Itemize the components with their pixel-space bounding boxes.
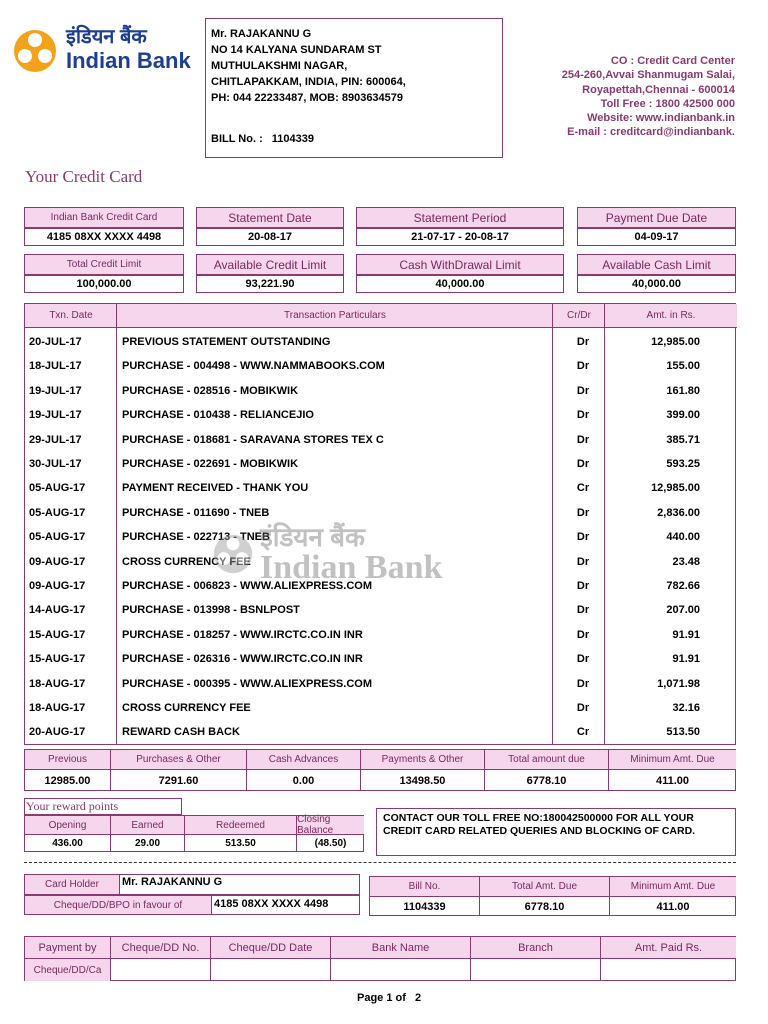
slip-bill-value: 1104339 xyxy=(370,897,480,916)
transaction-row xyxy=(25,599,737,623)
transaction-row xyxy=(25,453,737,477)
payment-due-date-label: Payment Due Date xyxy=(577,207,736,228)
payment-header: Amt. Paid Rs. xyxy=(601,937,736,959)
section-title: Your Credit Card xyxy=(25,167,143,186)
txn-amount: 155.00 xyxy=(666,360,700,373)
transaction-row xyxy=(25,551,737,575)
transaction-row xyxy=(25,648,737,672)
summary-previous-value: 12985.00 xyxy=(25,770,111,791)
slip-bill-label: Bill No. xyxy=(370,877,480,897)
txn-date: 20-AUG-17 xyxy=(29,726,86,739)
bank-name: Indian Bank xyxy=(66,48,191,73)
txn-crdr: Dr xyxy=(576,336,590,348)
txn-amount: 91.91 xyxy=(672,653,700,666)
card-number-label: Indian Bank Credit Card xyxy=(24,207,184,228)
txn-crdr: Dr xyxy=(576,384,590,397)
txn-crdr: Dr xyxy=(576,555,590,568)
summary-header: Minimum Amt. Due xyxy=(609,750,736,770)
txn-date: 09-AUG-17 xyxy=(29,555,86,568)
co-line: 254-260,Avvai Shanmugam Salai, xyxy=(561,69,735,82)
txn-particulars: PURCHASE - 013998 - BSNLPOST xyxy=(122,604,300,617)
branch-field[interactable] xyxy=(471,959,601,981)
customer-name: Mr. RAJAKANNU G xyxy=(211,28,312,40)
txn-amount: 385.71 xyxy=(666,433,700,446)
txn-date: 19-JUL-17 xyxy=(29,409,82,422)
available-cash-limit-label: Available Cash Limit xyxy=(577,254,736,275)
co-email: E-mail : creditcard@indianbank. xyxy=(567,126,735,139)
txn-date: 05-AUG-17 xyxy=(29,506,86,519)
txn-particulars: PURCHASE - 018681 - SARAVANA STORES TEX C xyxy=(122,433,384,446)
reward-header: Redeemed xyxy=(185,816,297,835)
txn-date: 18-JUL-17 xyxy=(29,360,82,373)
summary-header: Payments & Other xyxy=(361,750,485,770)
summary-header: Total amount due xyxy=(485,750,609,770)
payment-header: Bank Name xyxy=(331,937,471,959)
payment-due-date-value: 04-09-17 xyxy=(577,228,736,246)
transaction-row xyxy=(25,526,737,550)
summary-total-due-value: 6778.10 xyxy=(485,770,609,791)
cheque-number-field[interactable] xyxy=(111,959,211,981)
txn-crdr: Dr xyxy=(576,628,590,641)
statement-date-label: Statement Date xyxy=(196,207,344,228)
transaction-row xyxy=(25,673,737,697)
cash-withdrawal-limit-label: Cash WithDrawal Limit xyxy=(356,254,564,275)
txn-date: 05-AUG-17 xyxy=(29,482,86,495)
payment-header: Payment by xyxy=(25,937,111,959)
transaction-row xyxy=(25,697,737,721)
transaction-row xyxy=(25,502,737,526)
txn-amount: 2,836.00 xyxy=(657,506,700,519)
address-line: CHITLAPAKKAM, INDIA, PIN: 600064, xyxy=(211,76,406,88)
transaction-row xyxy=(25,575,737,599)
txn-amount: 161.80 xyxy=(666,384,700,397)
txn-date: 18-AUG-17 xyxy=(29,677,86,690)
txn-amount: 23.48 xyxy=(672,555,700,568)
txn-particulars: PURCHASE - 010438 - RELIANCEJIO xyxy=(122,409,314,422)
txn-crdr: Dr xyxy=(576,702,590,714)
txn-particulars: PURCHASE - 000395 - WWW.ALIEXPRESS.COM xyxy=(122,677,372,690)
summary-cash-advances-value: 0.00 xyxy=(247,770,361,791)
summary-purchases-value: 7291.60 xyxy=(111,770,247,791)
bank-logo xyxy=(12,26,192,76)
bill-number xyxy=(211,131,497,147)
reward-header: Closing Balance xyxy=(297,816,364,835)
txn-particulars: PURCHASE - 004498 - WWW.NAMMABOOKS.COM xyxy=(122,360,385,373)
summary-header: Purchases & Other xyxy=(111,750,247,770)
co-website: Website: www.indianbank.in xyxy=(587,112,735,125)
txn-date: 19-JUL-17 xyxy=(29,384,82,397)
txn-date: 15-AUG-17 xyxy=(29,653,86,666)
txn-particulars: PURCHASE - 026316 - WWW.IRCTC.CO.IN INR xyxy=(122,653,363,666)
txn-amount: 1,071.98 xyxy=(657,677,700,690)
txn-crdr: Dr xyxy=(576,677,590,690)
txn-crdr: Dr xyxy=(576,409,590,422)
contact-line: PH: 044 22233487, MOB: 8903634579 xyxy=(211,92,404,104)
summary-payments-value: 13498.50 xyxy=(361,770,485,791)
slip-summary xyxy=(369,876,736,916)
txn-amount: 440.00 xyxy=(666,531,700,544)
available-credit-limit-value: 93,221.90 xyxy=(196,275,344,293)
slip-minimum-value: 411.00 xyxy=(656,900,690,913)
txn-particulars: REWARD CASH BACK xyxy=(122,726,240,739)
customer-address-box xyxy=(205,18,503,158)
txn-crdr: Dr xyxy=(576,433,590,446)
txn-crdr: Dr xyxy=(576,604,590,617)
txn-particulars: PAYMENT RECEIVED - THANK YOU xyxy=(122,482,309,495)
reward-points-title: Your reward points xyxy=(24,798,182,815)
reward-redeemed-value: 513.50 xyxy=(185,835,297,852)
card-holder-value: Mr. RAJAKANNU G xyxy=(120,874,360,895)
txn-date: 09-AUG-17 xyxy=(29,580,86,592)
cheque-favour-value: 4185 08XX XXXX 4498 xyxy=(212,895,360,915)
txn-date: 14-AUG-17 xyxy=(29,604,86,617)
bank-name-field[interactable] xyxy=(331,959,471,981)
address-line: NO 14 KALYANA SUNDARAM ST xyxy=(211,44,382,56)
txn-amount: 782.66 xyxy=(666,580,700,592)
transaction-row xyxy=(25,380,737,404)
transaction-row xyxy=(25,624,737,648)
txn-date: 15-AUG-17 xyxy=(29,628,86,641)
page-label: Page 1 of xyxy=(357,992,406,1004)
payment-details-table xyxy=(24,936,736,981)
txn-amount: 207.00 xyxy=(666,604,700,617)
slip-total-label: Total Amt. Due xyxy=(480,877,610,897)
txn-crdr: Cr xyxy=(576,726,590,739)
card-holder-label: Card Holder xyxy=(24,874,120,895)
txn-crdr: Dr xyxy=(576,580,590,592)
bank-name-hindi: इंडियन बैंक xyxy=(66,26,147,48)
txn-crdr: Dr xyxy=(576,458,590,470)
txn-date: 05-AUG-17 xyxy=(29,531,86,544)
txn-date: 30-JUL-17 xyxy=(29,458,82,470)
transaction-row xyxy=(25,355,737,379)
transaction-row xyxy=(25,721,737,745)
txn-crdr: Dr xyxy=(576,360,590,373)
contact-note: CONTACT OUR TOLL FREE NO:180042500000 FOR ALL YOUR CREDIT CARD RELATED QUERIES AND BLOCKING OF CARD. xyxy=(376,808,736,856)
txn-date: 29-JUL-17 xyxy=(29,433,82,446)
reward-earned-value: 29.00 xyxy=(111,835,185,852)
txn-particulars: PREVIOUS STATEMENT OUTSTANDING xyxy=(122,336,331,348)
watermark-name: Indian Bank xyxy=(260,549,443,586)
statement-period-label: Statement Period xyxy=(356,207,564,228)
summary-header: Previous xyxy=(25,750,111,770)
cut-line xyxy=(24,862,736,863)
txn-particulars: CROSS CURRENCY FEE xyxy=(122,702,251,714)
txn-particulars: PURCHASE - 006823 - WWW.ALIEXPRESS.COM xyxy=(122,580,372,592)
txn-amount: 12,985.00 xyxy=(651,482,700,495)
available-cash-limit-value: 40,000.00 xyxy=(577,275,736,293)
page-total: 2 xyxy=(414,992,422,1004)
transaction-row xyxy=(25,404,737,428)
co-line: Royapettah,Chennai - 600014 xyxy=(582,83,735,96)
txn-amount: 91.91 xyxy=(672,628,700,641)
reward-header: Earned xyxy=(111,816,185,835)
amount-paid-field[interactable] xyxy=(601,959,736,981)
txn-amount: 513.50 xyxy=(666,726,700,739)
bill-number-value: 1104339 xyxy=(271,133,315,145)
bill-number-label: BILL No. : xyxy=(211,133,263,145)
transaction-table xyxy=(24,303,736,745)
cheque-favour-label: Cheque/DD/BPO in favour of xyxy=(24,895,212,915)
co-line: CO : Credit Card Center xyxy=(610,55,735,67)
col-header-particulars: Transaction Particulars xyxy=(117,304,553,328)
reward-header: Opening xyxy=(25,816,111,835)
txn-amount: 12,985.00 xyxy=(651,336,700,348)
txn-particulars: PURCHASE - 022691 - MOBIKWIK xyxy=(122,458,299,470)
txn-crdr: Dr xyxy=(576,506,590,519)
cheque-date-field[interactable] xyxy=(211,959,331,981)
txn-amount: 399.00 xyxy=(666,409,700,422)
bank-emblem-icon xyxy=(12,28,58,74)
page-indicator xyxy=(357,992,421,1004)
txn-crdr: Cr xyxy=(576,482,590,495)
col-header-crdr: Cr/Dr xyxy=(553,304,605,328)
col-header-date: Txn. Date xyxy=(25,304,117,328)
txn-particulars: PURCHASE - 028516 - MOBIKWIK xyxy=(122,384,299,397)
co-toll-free: Toll Free : 1800 42500 000 xyxy=(600,97,735,110)
txn-crdr: Dr xyxy=(576,653,590,666)
watermark-name-hindi: इंडियन बैंक xyxy=(260,522,365,552)
txn-particulars: PURCHASE - 022713 - TNEB xyxy=(122,531,270,544)
reward-closing-value: (48.50) xyxy=(314,838,347,849)
col-header-amount: Amt. in Rs. xyxy=(605,304,737,328)
txn-particulars: PURCHASE - 011690 - TNEB xyxy=(122,506,270,519)
statement-date-value: 20-08-17 xyxy=(196,228,344,246)
payment-header: Cheque/DD Date xyxy=(211,937,331,959)
total-credit-limit-label: Total Credit Limit xyxy=(24,254,184,275)
transaction-row xyxy=(25,477,737,501)
statement-summary xyxy=(24,749,736,791)
reward-points-table xyxy=(24,815,364,852)
payment-header: Cheque/DD No. xyxy=(111,937,211,959)
total-credit-limit-value: 100,000.00 xyxy=(24,275,184,293)
transaction-row xyxy=(25,331,737,355)
summary-minimum-due-value: 411.00 xyxy=(655,774,690,787)
txn-date: 18-AUG-17 xyxy=(29,702,86,714)
summary-header: Cash Advances xyxy=(247,750,361,770)
payment-header: Branch xyxy=(471,937,601,959)
statement-period-value: 21-07-17 - 20-08-17 xyxy=(356,228,564,246)
slip-minimum-label: Minimum Amt. Due xyxy=(610,877,736,897)
address-line: MUTHULAKSHMI NAGAR, xyxy=(211,60,348,72)
reward-opening-value: 436.00 xyxy=(25,835,111,852)
payment-row-label: Cheque/DD/Ca xyxy=(25,959,111,981)
txn-particulars: CROSS CURRENCY FEE xyxy=(122,555,251,568)
card-number-value: 4185 08XX XXXX 4498 xyxy=(24,228,184,246)
available-credit-limit-label: Available Credit Limit xyxy=(196,254,344,275)
transaction-row xyxy=(25,429,737,453)
txn-amount: 593.25 xyxy=(666,458,700,470)
txn-date: 20-JUL-17 xyxy=(29,336,82,348)
cash-withdrawal-limit-value: 40,000.00 xyxy=(356,275,564,293)
credit-card-center-address xyxy=(562,54,735,140)
txn-particulars: PURCHASE - 018257 - WWW.IRCTC.CO.IN INR xyxy=(122,628,363,641)
txn-crdr: Dr xyxy=(576,531,590,544)
slip-total-value: 6778.10 xyxy=(480,897,610,916)
txn-amount: 32.16 xyxy=(672,702,700,714)
